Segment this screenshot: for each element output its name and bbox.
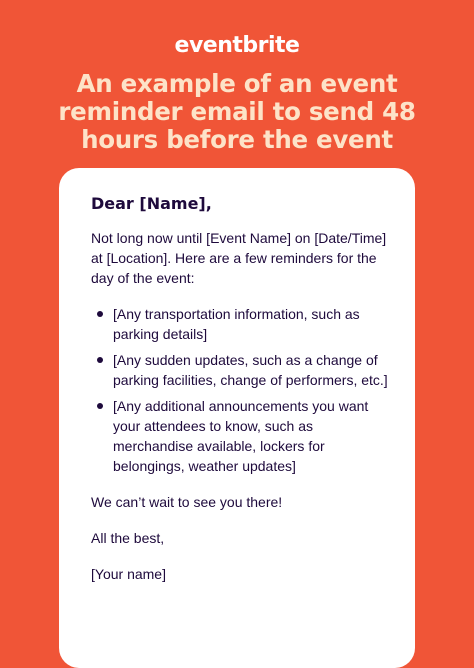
bullet-dot-icon — [97, 357, 103, 363]
list-item — [91, 350, 391, 390]
email-intro: Not long now until [Event Name] on [Date/Time] at [Location]. Here are a few reminders for the day of the event: — [91, 230, 387, 286]
list-item-text: [Any transportation information, such as parking details] — [113, 306, 360, 342]
bullet-dot-icon — [97, 403, 103, 409]
page-headline: An example of an event reminder email to send 48 hours before the event — [58, 69, 416, 154]
bullet-dot-icon — [97, 311, 103, 317]
email-signature: [Your name] — [91, 566, 166, 582]
email-greeting: Dear [Name], — [91, 194, 212, 213]
list-item — [91, 396, 391, 476]
eventbrite-logo: eventbrite — [174, 33, 300, 58]
email-signoff: All the best, — [91, 530, 165, 546]
email-closing: We can’t wait to see you there! — [91, 494, 283, 510]
list-item — [91, 304, 391, 344]
email-card — [59, 168, 415, 668]
email-body — [91, 194, 391, 584]
reminder-list — [91, 304, 391, 476]
list-item-text: [Any sudden updates, such as a change of parking facilities, change of performers, etc.] — [113, 352, 388, 388]
list-item-text: [Any additional announcements you want your attendees to know, such as merchandise available, lockers for belongings, weather updates] — [113, 398, 369, 474]
